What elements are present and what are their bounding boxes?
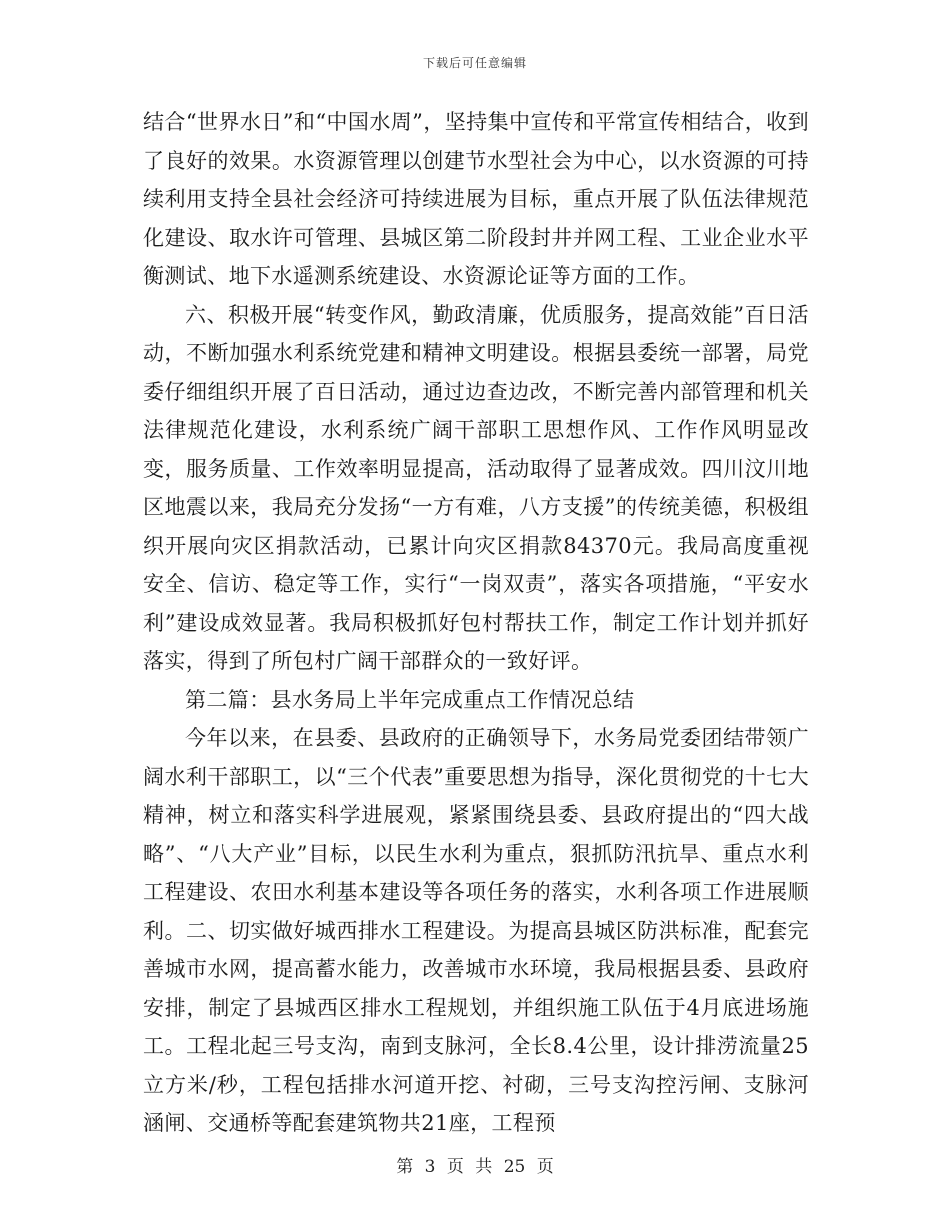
paragraph-2: 六、积极开展“转变作风，勤政清廉，优质服务，提高效能”百日活动，不断加强水利系统党建和精神文明建设。根据县委统一部署，局党委仔细组织开展了百日活动，通过边查边改，不断完善内部管理和机关法律规范化建设，水利系统广阔干部职工思想作风、工作作风明显改变，服务质量、工作效率明显提高，活动取得了显著成效。四川汶川地区地震以来，我局充分发扬“一方有难，八方支援”的传统美德，积极组织开展向灾区捐款活动，已累计向灾区捐款84370元。我局高度重视安全、信访、稳定等工作，实行“一岗双责”，落实各项措施，“平安水利”建设成效显著。我局积极抓好包村帮扶工作，制定工作计划并抓好落实，得到了所包村广阔干部群众的一致好评。	[143, 302, 809, 673]
paragraph-3: 今年以来，在县委、县政府的正确领导下，水务局党委团结带领广阔水利干部职工，以“三个代表”重要思想为指导，深化贯彻党的十七大精神，树立和落实科学进展观，紧紧围绕县委、县政府提出的“四大战略”、“八大产业”目标，以民生水利为重点，狠抓防汛抗旱、重点水利工程建设、农田水利基本建设等各项任务的落实，水利各项工作进展顺利。二、切实做好城西排水工程建设。为提高县城区防洪标准，配套完善城市水网，提高蓄水能力，改善城市水环境，我局根据县委、县政府安排，制定了县城西区排水工程规划，并组织施工队伍于4月底进场施工。工程北起三号支沟，南到支脉河，全长8.4公里，设计排涝流量25立方米/秒，工程包括排水河道开挖、衬砌，三号支沟控污闸、支脉河涵闸、交通桥等配套建筑物共21座，工程预	[143, 726, 809, 1135]
paragraph-1: 结合“世界水日”和“中国水周”，坚持集中宣传和平常宣传相结合，收到了良好的效果。水资源管理以创建节水型社会为中心，以水资源的可持续利用支持全县社会经济可持续进展为目标，重点开展了队伍法律规范化建设、取水许可管理、县城区第二阶段封井并网工程、工业企业水平衡测试、地下水遥测系统建设、水资源论证等方面的工作。	[143, 110, 809, 288]
page-number-footer: 第 3 页 共 25 页	[396, 1157, 554, 1177]
section-heading: 第二篇：县水务局上半年完成重点工作情况总结	[185, 687, 635, 712]
page-header: 下载后可任意编辑	[422, 56, 527, 70]
document-body	[143, 103, 809, 1143]
